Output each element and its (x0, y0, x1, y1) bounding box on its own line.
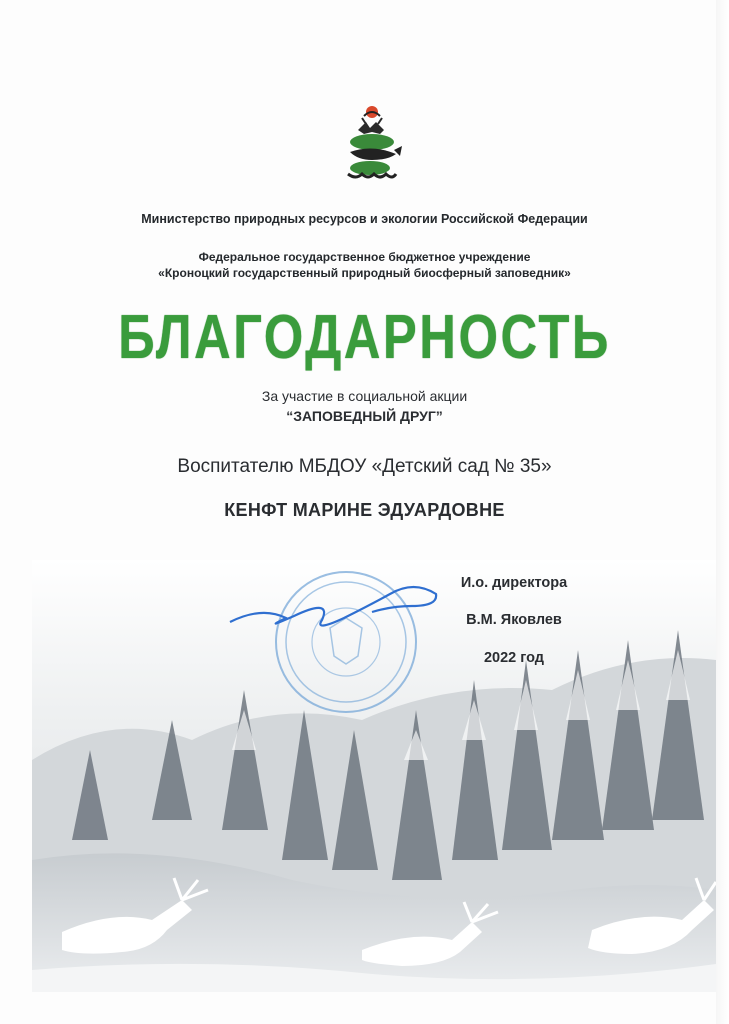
certificate-title: БЛАГОДАРНОСТЬ (118, 303, 611, 372)
recipient-name: КЕНФТ МАРИНЕ ЭДУАРДОВНЕ (224, 500, 505, 520)
reserve-emblem-logo (336, 100, 408, 190)
recipient-role: Воспитателю МБДОУ «Детский сад № 35» (177, 456, 552, 477)
signatory-position: И.о. директора (460, 575, 568, 591)
institution-line-2: «Кроноцкий государственный природный биосферный заповедник» (158, 266, 571, 280)
director-signature (222, 576, 444, 636)
reason-text: За участие в социальной акции (261, 388, 468, 404)
action-name: “ЗАПОВЕДНЫЙ ДРУГ” (286, 408, 443, 424)
ministry-line: Министерство природных ресурсов и экологии Российской Федерации (141, 212, 588, 226)
signatory-name: В.М. Яковлев (466, 612, 562, 628)
certificate-year: 2022 год (483, 650, 544, 666)
institution-line-1: Федеральное государственное бюджетное учреждение (198, 250, 531, 264)
